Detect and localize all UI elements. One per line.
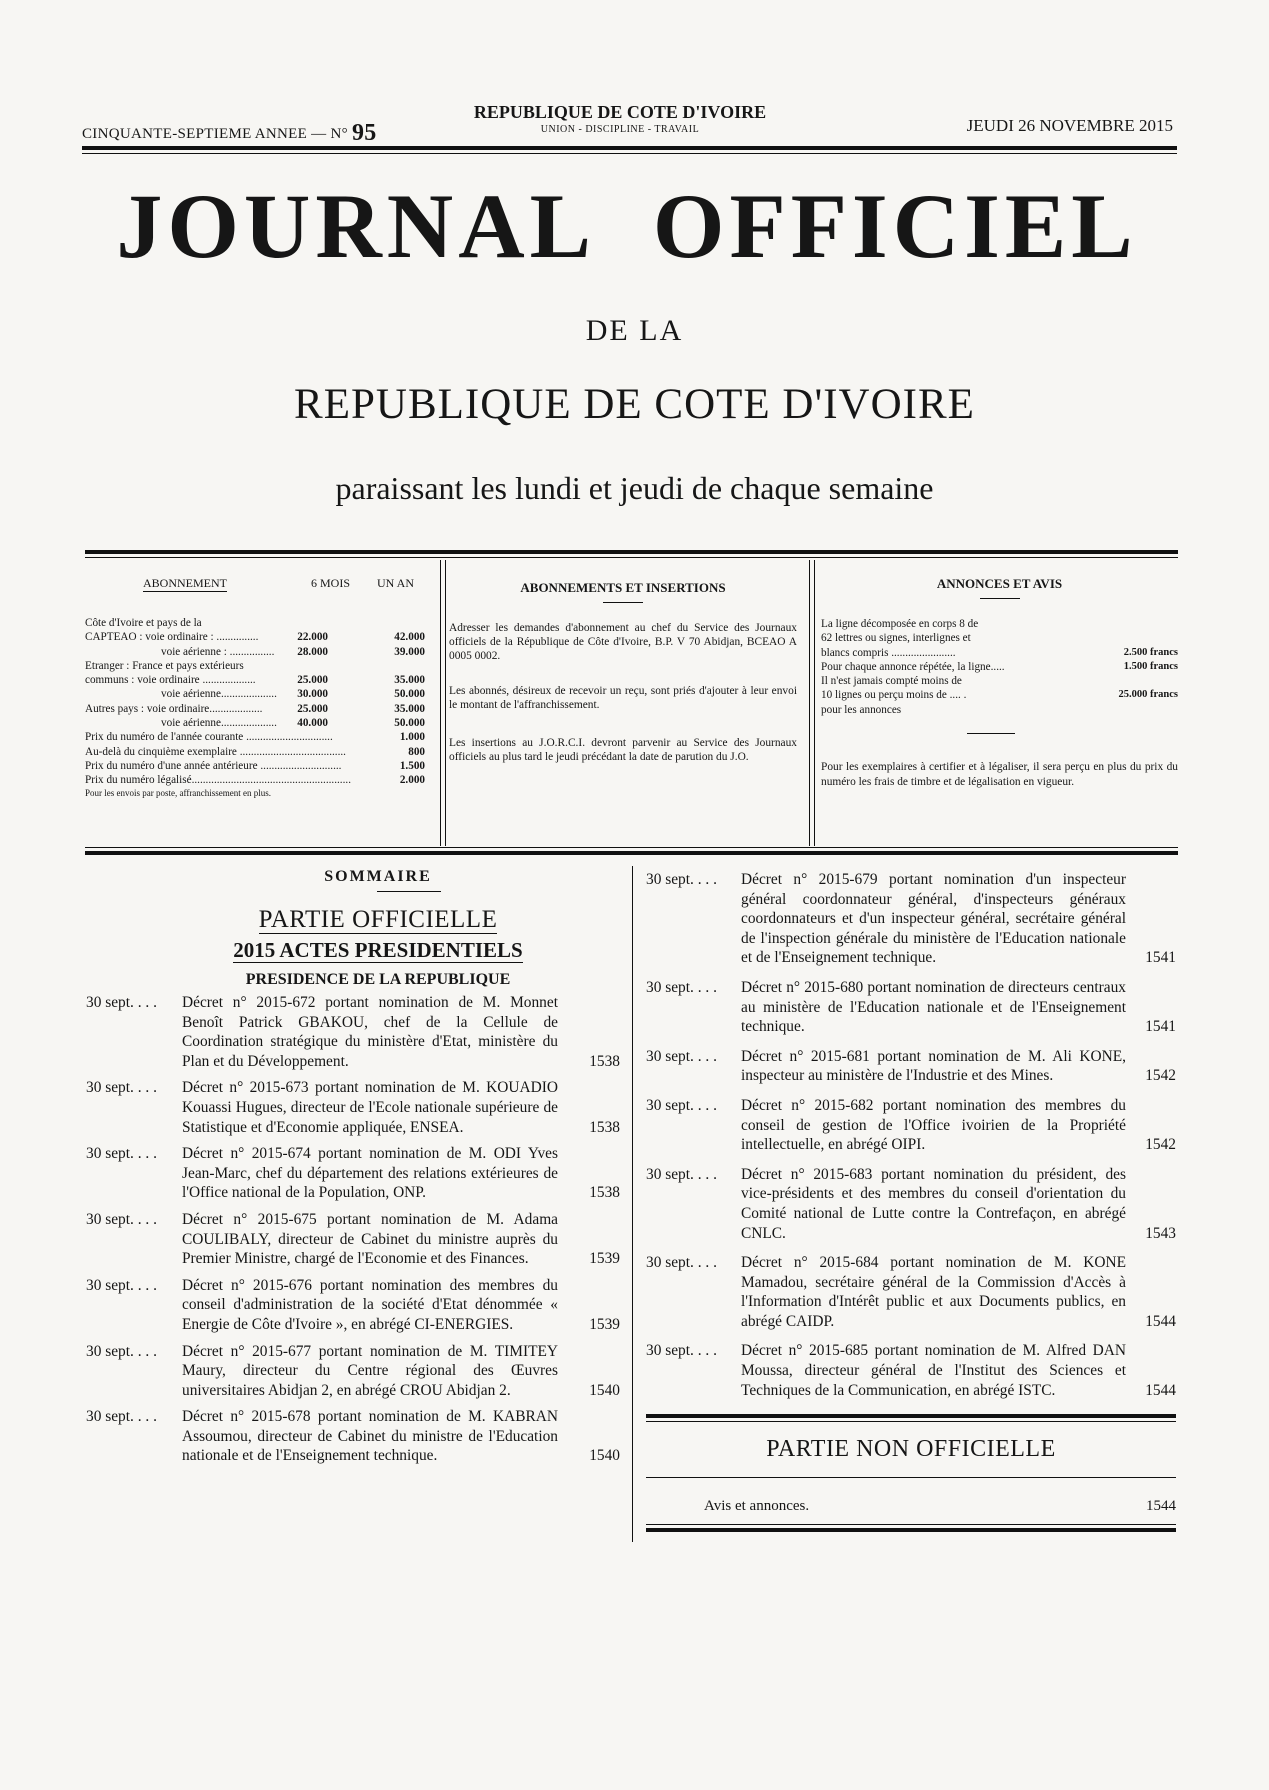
abonnement-row (85, 702, 437, 716)
abonnement-6mois-header: 6 MOIS (311, 576, 351, 590)
partie-officielle-heading (136, 906, 620, 934)
abonnement-row-label: communs : voie ordinaire ................... (85, 674, 256, 687)
annonces-rate-label: 10 lignes ou perçu moins de .... . (821, 689, 967, 702)
abonnement-row-1an: 1.000 (399, 731, 425, 744)
abonnement-row-1an: 42.000 (394, 631, 425, 644)
entry-date: 30 sept. . . . (646, 1096, 717, 1114)
actes-presidentiels-heading (136, 938, 620, 963)
entry-page-number: 1540 (589, 1381, 620, 1399)
sommaire-entry (86, 1144, 620, 1203)
annonces-rate-price: 25.000 francs (1118, 689, 1178, 701)
insertions-title-rule (603, 602, 643, 603)
abonnement-row (85, 673, 437, 687)
annonces-rate-price: 2.500 francs (1123, 646, 1178, 658)
issue-number: 95 (351, 120, 377, 146)
abonnement-row-label: Prix du numéro de l'année courante ............................... (85, 731, 333, 744)
insertions-deadline-paragraph: Les insertions au J.O.R.C.I. devront parvenir au Service des Journaux officiels au plus tard le jeudi précédant la date de parution du J.O. (449, 737, 797, 764)
journal-title: JOURNAL OFFICIEL (116, 175, 1138, 277)
sommaire-entry (86, 1342, 620, 1401)
abonnement-header (85, 564, 437, 590)
annonces-legalisation-note: Pour les exemplaires à certifier et à légaliser, il sera perçu en plus du prix du numéro les frais de timbre et de légalisation en vigueur. (821, 761, 1178, 788)
sommaire-entry (646, 1096, 1176, 1155)
abonnement-row (85, 730, 437, 744)
annonces-column (821, 564, 1178, 789)
entry-page-number: 1544 (1145, 1381, 1176, 1399)
sommaire-entry (646, 1341, 1176, 1400)
entry-page-number: 1538 (589, 1118, 620, 1136)
abonnement-column (85, 564, 437, 798)
annonces-rate-row (821, 617, 1178, 631)
annonces-rate-row (821, 688, 1178, 702)
entry-date: 30 sept. . . . (646, 1165, 717, 1183)
header-republic-name: REPUBLIQUE DE COTE D'IVOIRE (473, 102, 767, 122)
sommaire-title: SOMMAIRE (324, 868, 432, 885)
entry-text: Décret n° 2015-683 portant nomination du président, des vice-présidents et des membres du conseil d'orientation du Comité national de Lutte contre la Contrefaçon, en abrégé CNLC. (741, 1165, 1126, 1242)
annonces-rate-label: pour les annonces (821, 703, 902, 716)
sommaire-entry (646, 978, 1176, 1037)
abonnement-row-1an: 35.000 (394, 702, 425, 715)
presidence-heading: PRESIDENCE DE LA REPUBLIQUE (245, 971, 511, 988)
abonnement-row-label: Prix du numéro d'une année antérieure ............................. (85, 759, 342, 772)
annonces-rate-row (821, 660, 1178, 674)
entry-text: Décret n° 2015-680 portant nomination de directeurs centraux au ministère de l'Education nationale et de l'Enseignement technique. (741, 978, 1126, 1036)
issue-date: JEUDI 26 NOVEMBRE 2015 (966, 116, 1173, 135)
insertions-column (449, 564, 797, 764)
annonces-rate-label: Il n'est jamais compté moins de (821, 675, 962, 688)
abonnement-row-label: Etranger : France et pays extérieurs (85, 659, 244, 672)
entry-date: 30 sept. . . . (86, 1079, 157, 1097)
abonnement-row-1an: 35.000 (394, 674, 425, 687)
abonnement-row-1an: 1.500 (399, 759, 425, 772)
entry-text: Décret n° 2015-685 portant nomination de M. Alfred DAN Moussa, directeur général de l'Institut des Sciences et Techniques de la Communication, en abrégé ISTC. (741, 1342, 1126, 1399)
sommaire-entry (86, 993, 620, 1071)
entry-page-number: 1543 (1145, 1224, 1176, 1242)
entry-page-number: 1538 (589, 1184, 620, 1202)
sommaire-entry (646, 870, 1176, 968)
insertions-title: ABONNEMENTS ET INSERTIONS (520, 580, 726, 595)
entry-text: Décret n° 2015-675 portant nomination de M. Adama COULIBALY, directeur de Cabinet du ministre auprès du Premier Ministre, chargé de l'Economie et des Finances. (182, 1210, 558, 1268)
abonnement-row-6mois: 25.000 (297, 674, 328, 687)
abonnement-row-label: voie aérienne.................... (161, 717, 277, 730)
abonnement-row-6mois: 40.000 (297, 717, 328, 730)
abonnement-row-6mois: 28.000 (297, 645, 328, 658)
entry-text: Décret n° 2015-672 portant nomination de M. Monnet Benoît Patrick GBAKOU, chef de la Cellule de Coordination stratégique du ministère d'Etat, ministère du Plan et du Développement. (182, 994, 558, 1070)
sommaire-entry (86, 1078, 620, 1137)
abonnement-row-label: Au-delà du cinquième exemplaire ...................................... (85, 745, 346, 758)
entry-text: Décret n° 2015-677 portant nomination de M. TIMITEY Maury, directeur du Centre régional des Œuvres universitaires Abidjan 2, en abrégé CROU Abidjan 2. (182, 1342, 558, 1399)
header-rule-thin (82, 153, 1177, 154)
pno-rule-thin-top (646, 1421, 1176, 1422)
right-entries-list (646, 870, 1176, 1400)
annonces-title-rule (980, 598, 1020, 599)
entry-page-number: 1539 (589, 1250, 620, 1268)
title-de-la: DE LA (585, 314, 684, 347)
abonnement-row (85, 616, 437, 630)
abonnement-row (85, 773, 437, 787)
title-republic: REPUBLIQUE DE COTE D'IVOIRE (294, 381, 975, 428)
entry-date: 30 sept. . . . (86, 1342, 157, 1360)
sommaire-entry (86, 1276, 620, 1335)
box-divider-2 (809, 560, 815, 846)
entry-page-number: 1544 (1145, 1312, 1176, 1330)
partie-non-officielle-heading: PARTIE NON OFFICIELLE (766, 1436, 1056, 1463)
abonnement-1an-header: UN AN (377, 576, 415, 590)
year-label: CINQUANTE-SEPTIEME ANNEE — N° (82, 126, 348, 142)
sommaire-left-column (86, 868, 620, 1466)
entry-date: 30 sept. . . . (646, 871, 717, 888)
actes-presidentiels-text: 2015 ACTES PRESIDENTIELS (233, 938, 523, 962)
entry-text: Décret n° 2015-674 portant nomination de M. ODI Yves Jean-Marc, chef du département des relations extérieures de l'Office national de la Population, ONP. (182, 1145, 558, 1202)
abonnement-row-1an: 800 (408, 745, 425, 758)
sommaire-entry (86, 1210, 620, 1269)
header-republic (440, 102, 800, 135)
sommaire-right-column (646, 870, 1176, 1532)
pno-rule-thick-bottom (646, 1528, 1176, 1532)
abonnement-row (85, 687, 437, 701)
sommaire-entry (646, 1253, 1176, 1331)
entry-date: 30 sept. . . . (646, 1342, 717, 1360)
abonnement-row-label: Prix du numéro légalisé......................................................... (85, 774, 351, 787)
abonnement-row-label: voie aérienne.................... (161, 688, 277, 701)
entry-page-number: 1541 (1145, 949, 1176, 967)
box-divider-1 (440, 560, 446, 846)
annonces-mid-rule (967, 733, 1015, 734)
entry-date: 30 sept. . . . (86, 994, 157, 1011)
pno-rule-thick-top (646, 1414, 1176, 1418)
entry-date: 30 sept. . . . (646, 1047, 717, 1065)
insertions-receipt-paragraph: Les abonnés, désireux de recevoir un reçu, sont priés d'ajouter à leur envoi le montant de l'affranchissement. (449, 684, 797, 711)
sommaire-column-divider (632, 866, 633, 1542)
abonnement-row-6mois: 22.000 (297, 631, 328, 644)
sommaire-entry (86, 1407, 620, 1466)
abonnement-table (85, 616, 437, 788)
sommaire-title-rule (377, 891, 441, 892)
annonces-rate-row (821, 646, 1178, 660)
abonnement-row (85, 645, 437, 659)
abonnement-row-label: CAPTEAO : voie ordinaire : ............... (85, 631, 259, 644)
annonces-rate-row (821, 631, 1178, 645)
abonnement-row-label: Côte d'Ivoire et pays de la (85, 617, 202, 629)
entry-date: 30 sept. . . . (86, 1210, 157, 1228)
abonnement-row-label: Autres pays : voie ordinaire................... (85, 702, 263, 715)
abonnement-row (85, 745, 437, 759)
entry-date: 30 sept. . . . (86, 1276, 157, 1294)
entry-text: Décret n° 2015-681 portant nomination de M. Ali KONE, inspecteur au ministère de l'Industrie et des Mines. (741, 1047, 1126, 1085)
annonces-rate-price: 1.500 francs (1123, 660, 1178, 672)
partie-non-officielle-section (646, 1414, 1176, 1532)
entry-page-number: 1538 (589, 1052, 620, 1070)
annonces-rate-label: blancs compris ....................... (821, 646, 956, 659)
annonces-rate-label: La ligne décomposée en corps 8 de (821, 618, 979, 630)
entry-date: 30 sept. . . . (86, 1408, 157, 1426)
entry-text: Décret n° 2015-673 portant nomination de M. KOUADIO Kouassi Hugues, directeur de l'Ecole nationale supérieure de Statistique et d'Economie appliquée, ENSEA. (182, 1079, 558, 1136)
abonnement-row-6mois: 30.000 (297, 688, 328, 701)
avis-annonces-label: Avis et annonces. (704, 1498, 810, 1515)
entry-text: Décret n° 2015-676 portant nomination des membres du conseil d'administration de la société d'Etat dénommée « Energie de Côte d'Ivoire », en abrégé CI-ENERGIES. (182, 1276, 558, 1333)
abonnement-row-1an: 50.000 (394, 688, 425, 701)
sommaire-entry (646, 1047, 1176, 1086)
abonnement-row-1an: 50.000 (394, 717, 425, 730)
entry-text: Décret n° 2015-678 portant nomination de M. KABRAN Assoumou, directeur de Cabinet du ministre de l'Education nationale et de l'Enseignement technique. (182, 1408, 558, 1465)
box-bottom-rule-thick (85, 851, 1178, 855)
header-rule-thick (82, 146, 1177, 150)
avis-annonces-entry (646, 1498, 1176, 1518)
insertions-address-paragraph: Adresser les demandes d'abonnement au chef du Service des Journaux officiels de la République de Côte d'Ivoire, B.P. V 70 Abidjan, BCEAO A 0005 0002. (449, 622, 797, 663)
annonces-rate-row (821, 703, 1178, 717)
annonces-rate-label: Pour chaque annonce répétée, la ligne..... (821, 660, 1005, 673)
entry-page-number: 1541 (1145, 1018, 1176, 1036)
abonnement-note: Pour les envois par poste, affranchissement en plus. (85, 787, 272, 798)
entry-page-number: 1542 (1145, 1067, 1176, 1085)
abonnement-row (85, 716, 437, 730)
abonnement-title: ABONNEMENT (143, 576, 227, 590)
subscription-box (85, 550, 1178, 844)
entry-text: Décret n° 2015-679 portant nomination d'un inspecteur général coordonnateur général, d'inspecteurs généraux coordonnateurs et d'un inspecteur général, secrétaire général de l'inspection générale du ministère de l'Education nationale et de l'Enseignement technique. (741, 871, 1126, 967)
abonnement-row-1an: 2.000 (399, 774, 425, 787)
publication-frequency: paraissant les lundi et jeudi de chaque semaine (335, 470, 934, 506)
sommaire-entry (646, 1165, 1176, 1243)
box-bottom-rule-thin (85, 847, 1178, 848)
annonces-rate-row (821, 674, 1178, 688)
entry-page-number: 1542 (1145, 1136, 1176, 1154)
abonnement-row (85, 630, 437, 644)
annonces-title: ANNONCES ET AVIS (936, 576, 1063, 591)
entry-date: 30 sept. . . . (86, 1145, 157, 1163)
abonnement-row-6mois: 25.000 (297, 702, 328, 715)
pno-rule-thin-bottom (646, 1524, 1176, 1525)
annonces-rates (821, 617, 1178, 717)
pno-rule-mid (646, 1477, 1176, 1478)
entry-text: Décret n° 2015-684 portant nomination de M. KONE Mamadou, secrétaire général de la Commission d'Accès à l'Information d'Intérêt public et aux Documents publics, en abrégé CAIDP. (741, 1254, 1126, 1330)
republic-motto: UNION - DISCIPLINE - TRAVAIL (540, 124, 700, 135)
left-entries-list (86, 993, 620, 1466)
abonnement-row-1an: 39.000 (394, 645, 425, 658)
issue-year (82, 120, 377, 147)
partie-officielle-text: PARTIE OFFICIELLE (258, 906, 498, 933)
entry-page-number: 1539 (589, 1315, 620, 1333)
entry-text: Décret n° 2015-682 portant nomination des membres du conseil de gestion de l'Office ivoirien de la Propriété intellectuelle, en abrégé OIPI. (741, 1096, 1126, 1154)
entry-page-number: 1540 (589, 1447, 620, 1465)
entry-date: 30 sept. . . . (646, 978, 717, 996)
avis-annonces-page: 1544 (1146, 1498, 1176, 1515)
abonnement-row-label: voie aérienne : ................ (161, 645, 275, 658)
abonnement-row (85, 659, 437, 673)
annonces-rate-label: 62 lettres ou signes, interlignes et (821, 632, 971, 645)
entry-date: 30 sept. . . . (646, 1254, 717, 1272)
abonnement-row (85, 759, 437, 773)
